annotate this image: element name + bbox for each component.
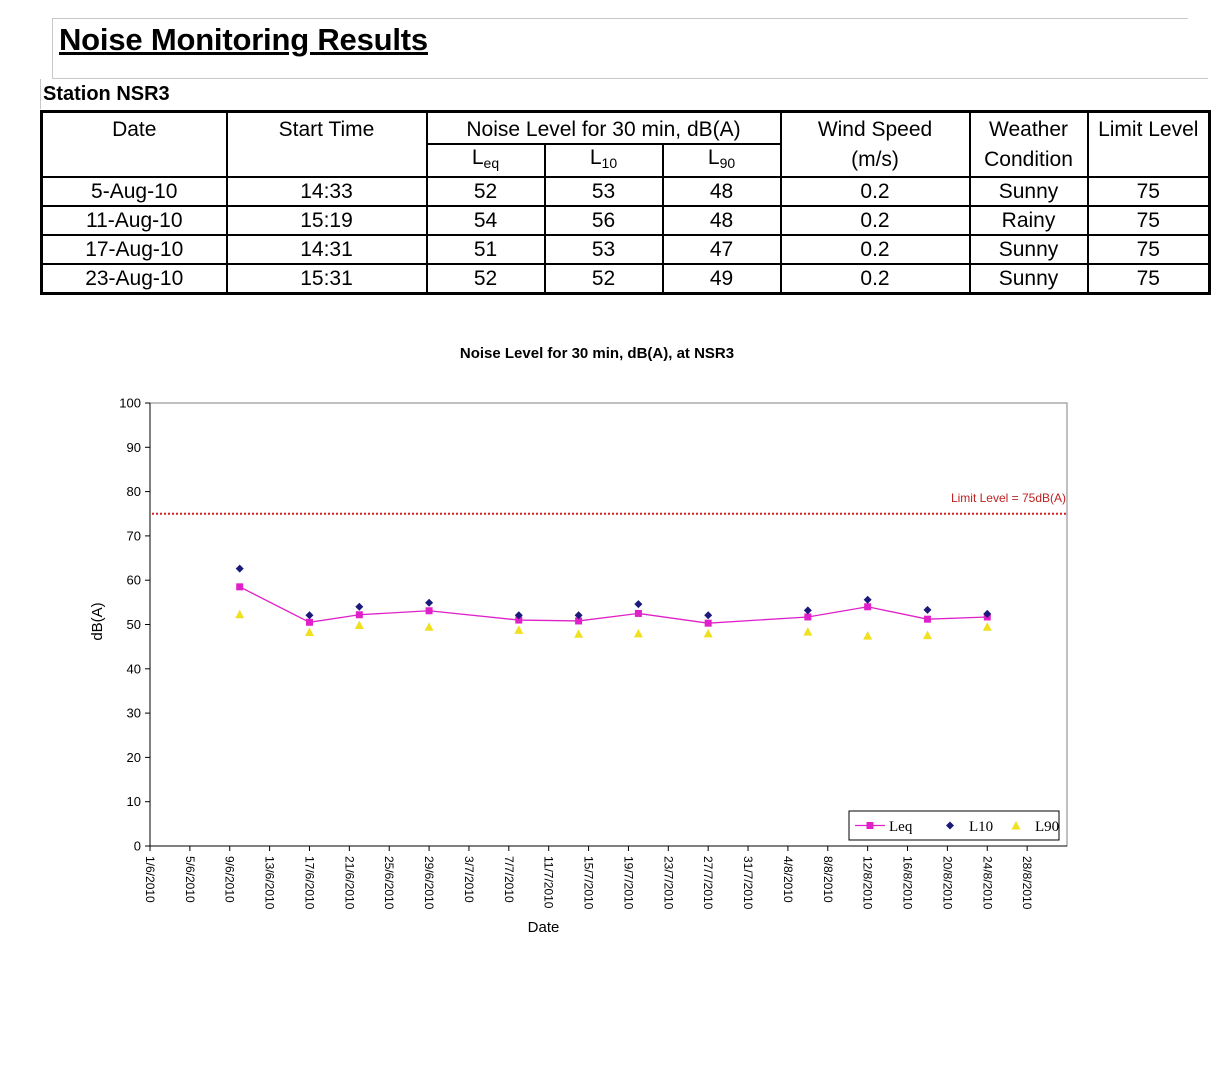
header-l10 [545, 144, 663, 177]
y-tick-label: 80 [126, 484, 141, 500]
legend-l10-label: L10 [969, 819, 994, 835]
cell-date: 5-Aug-10 [42, 177, 227, 206]
station-label: Station NSR3 [43, 83, 170, 105]
x-tick-label: 8/8/2010 [820, 856, 835, 903]
x-tick-label: 21/6/2010 [342, 856, 357, 910]
header-weather-label-2: Condition [984, 148, 1073, 171]
series-l10-point [425, 599, 433, 607]
x-tick-label: 27/7/2010 [701, 856, 716, 910]
cell-limit: 75 [1088, 206, 1210, 235]
x-axis-title: Date [527, 919, 560, 936]
chart-title: Noise Level for 30 min, dB(A), at NSR3 [459, 345, 735, 362]
series-l90-point [983, 622, 992, 631]
x-tick-label: 25/6/2010 [382, 856, 397, 910]
header-weather [970, 112, 1088, 178]
x-tick-label: 24/8/2010 [980, 856, 995, 910]
cell-weather: Sunny [970, 264, 1088, 294]
cell-leq: 52 [427, 177, 545, 206]
series-l90-point [574, 629, 583, 638]
cell-wind: 0.2 [781, 235, 970, 264]
series-l90-point [704, 629, 713, 638]
results-table [40, 110, 1211, 295]
limit-line-label: Limit Level = 75dB(A) [950, 490, 1066, 505]
header-l90-base: L [707, 146, 720, 169]
header-weather-label: Weather [989, 118, 1069, 141]
series-l10-point [634, 600, 642, 608]
series-l90-point [863, 631, 872, 640]
x-tick-label: 1/6/2010 [143, 856, 157, 903]
x-tick-label: 16/8/2010 [900, 856, 915, 910]
cell-weather: Sunny [970, 235, 1088, 264]
x-tick-label: 31/7/2010 [741, 856, 756, 910]
series-l90-point [355, 620, 364, 629]
header-start-time: Start Time [227, 112, 427, 178]
x-tick-label: 5/6/2010 [182, 856, 197, 903]
cell-l90: 47 [663, 235, 781, 264]
series-l10-point [305, 611, 313, 619]
cell-wind: 0.2 [781, 177, 970, 206]
table-row [42, 206, 1210, 235]
station-frame [40, 79, 1208, 109]
y-tick-label: 40 [126, 661, 141, 677]
legend-leq-marker [867, 822, 874, 829]
cell-date: 23-Aug-10 [42, 264, 227, 294]
header-l90 [663, 144, 781, 177]
y-tick-label: 70 [126, 528, 141, 544]
series-leq-point [705, 620, 712, 627]
series-l90-point [425, 622, 434, 631]
series-l10-point [923, 606, 931, 614]
y-axis-title: dB(A) [89, 602, 106, 641]
cell-leq: 54 [427, 206, 545, 235]
header-wind-speed [781, 112, 970, 178]
x-tick-label: 17/6/2010 [302, 856, 317, 910]
series-l10-point [355, 603, 363, 611]
cell-l90: 49 [663, 264, 781, 294]
x-tick-label: 7/7/2010 [501, 856, 516, 903]
series-leq-point [426, 607, 433, 614]
table-body [42, 177, 1210, 294]
x-tick-label: 4/8/2010 [780, 856, 795, 903]
header-l90-sub: 90 [719, 155, 736, 171]
cell-start-time: 14:33 [227, 177, 427, 206]
header-leq [427, 144, 545, 177]
series-leq-point [356, 611, 363, 618]
header-date: Date [42, 112, 227, 178]
x-tick-label: 19/7/2010 [621, 856, 636, 910]
series-leq-point [635, 610, 642, 617]
cell-date: 11-Aug-10 [42, 206, 227, 235]
table-header-row [42, 112, 1210, 145]
noise-chart [0, 330, 1218, 950]
series-leq-point [236, 583, 243, 590]
page-title: Noise Monitoring Results [59, 22, 428, 57]
header-wind-speed-label: Wind Speed [817, 118, 933, 141]
cell-l90: 48 [663, 206, 781, 235]
x-tick-label: 15/7/2010 [581, 856, 596, 910]
x-tick-label: 23/7/2010 [661, 856, 676, 910]
series-l90-point [803, 627, 812, 636]
x-tick-label: 3/7/2010 [461, 856, 476, 903]
cell-l10: 53 [545, 177, 663, 206]
series-leq-point [924, 616, 931, 623]
header-leq-base: L [471, 146, 484, 169]
series-l90-point [634, 629, 643, 638]
cell-limit: 75 [1088, 264, 1210, 294]
cell-limit: 75 [1088, 235, 1210, 264]
cell-l90: 48 [663, 177, 781, 206]
cell-date: 17-Aug-10 [42, 235, 227, 264]
header-l10-sub: 10 [601, 155, 618, 171]
x-tick-label: 20/8/2010 [940, 856, 955, 910]
series-l10-point [704, 611, 712, 619]
series-leq-point [804, 613, 811, 620]
header-l10-base: L [589, 146, 602, 169]
series-leq-point [864, 603, 871, 610]
plot-area [150, 403, 1067, 846]
cell-wind: 0.2 [781, 206, 970, 235]
series-l90-point [514, 625, 523, 634]
cell-weather: Rainy [970, 206, 1088, 235]
series-l10-point [864, 596, 872, 604]
cell-weather: Sunny [970, 177, 1088, 206]
cell-wind: 0.2 [781, 264, 970, 294]
series-l90-point [923, 631, 932, 640]
y-tick-label: 0 [133, 838, 141, 854]
cell-start-time: 15:31 [227, 264, 427, 294]
series-leq-line [240, 587, 988, 623]
x-tick-label: 9/6/2010 [222, 856, 237, 903]
y-tick-label: 60 [126, 572, 141, 588]
cell-l10: 53 [545, 235, 663, 264]
header-noise-level: Noise Level for 30 min, dB(A) [427, 112, 781, 145]
cell-limit: 75 [1088, 177, 1210, 206]
y-tick-label: 90 [126, 439, 141, 455]
y-tick-label: 30 [126, 705, 141, 721]
header-leq-sub: eq [483, 155, 500, 171]
y-tick-label: 20 [126, 749, 141, 765]
table-row [42, 235, 1210, 264]
cell-leq: 51 [427, 235, 545, 264]
x-tick-label: 11/7/2010 [541, 856, 556, 909]
y-tick-label: 50 [126, 617, 141, 632]
table-row [42, 177, 1210, 206]
series-l10-point [804, 606, 812, 614]
x-tick-label: 12/8/2010 [860, 856, 875, 910]
cell-l10: 56 [545, 206, 663, 235]
table-row [42, 264, 1210, 294]
y-tick-label: 100 [119, 395, 141, 411]
cell-start-time: 15:19 [227, 206, 427, 235]
header-limit-level: Limit Level [1088, 112, 1210, 178]
header-wind-speed-unit: (m/s) [851, 148, 899, 171]
y-tick-label: 10 [126, 794, 141, 810]
x-tick-label: 28/8/2010 [1020, 856, 1035, 910]
series-l90-point [235, 610, 244, 619]
x-tick-label: 13/6/2010 [262, 856, 277, 910]
x-tick-label: 29/6/2010 [422, 856, 437, 910]
legend-l90-label: L90 [1035, 819, 1060, 835]
series-l10-point [236, 565, 244, 573]
series-l90-point [305, 628, 314, 637]
cell-l10: 52 [545, 264, 663, 294]
cell-start-time: 14:31 [227, 235, 427, 264]
legend-leq-label: Leq [889, 819, 913, 835]
series-leq-point [306, 619, 313, 626]
cell-leq: 52 [427, 264, 545, 294]
